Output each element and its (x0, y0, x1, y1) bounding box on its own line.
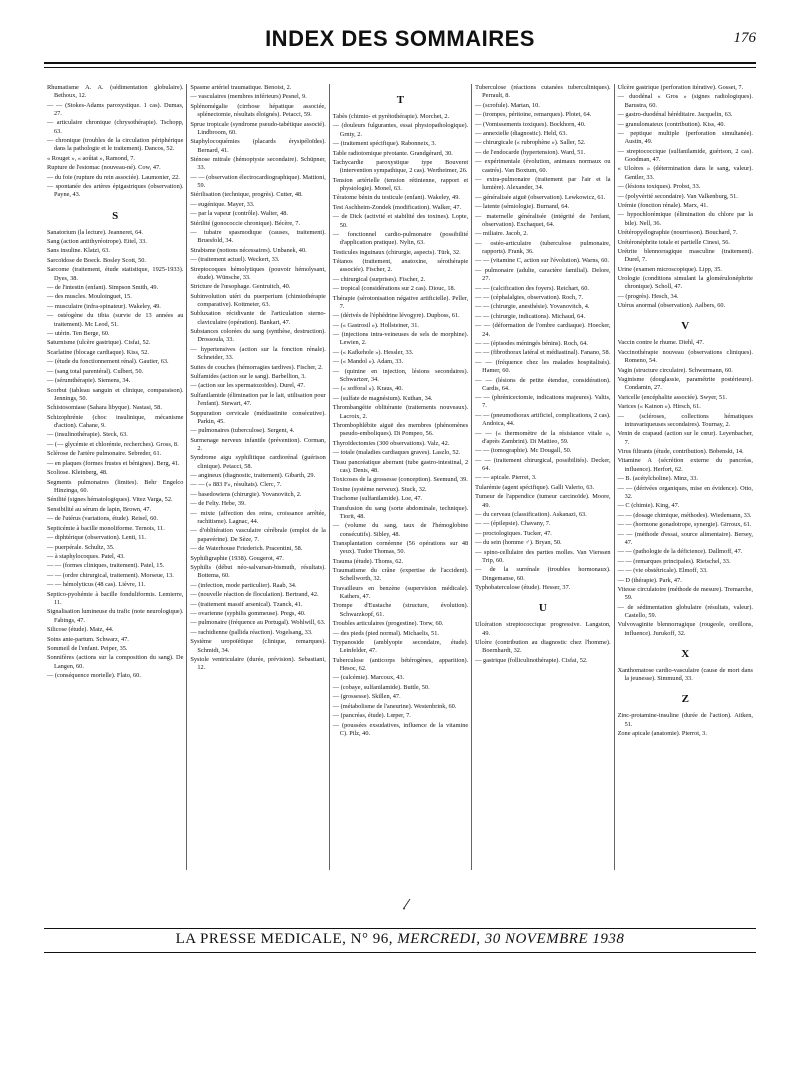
index-entry: Tératome bénin du testicule (enfant). Wakeley, 49. (332, 194, 460, 202)
index-entry: Subinvolution utéri du puerperium (chimiothérapie comparative). Kottmeier, 63. (190, 292, 326, 308)
page-number: 176 (733, 30, 756, 46)
index-entry: — de Waterhouse Friederich. Pracentini, 58. (190, 545, 303, 553)
index-entry: Tuberculose (anticorps hétérogènes, apparition). Hesoc, 62. (332, 656, 469, 672)
index-entry: — — hémolyticus (48 cas). Lièvre, 11. (47, 581, 146, 589)
index-entry: — ostéogène du tibia (survie de 13 années au traitement). Mc Leod, 51. (47, 312, 184, 328)
index-entry: Scorbut (tableau sanguin et clinique, comparaison). Jennings, 50. (47, 386, 184, 402)
issue-number: N° 96, (350, 931, 393, 947)
page-footer (44, 931, 756, 948)
index-entry: — — (« 883 F», résultats). Clerc, 7. (190, 481, 282, 489)
index-entry: — (sang total parentéral). Culbert, 50. (47, 367, 144, 375)
index-entry: — (sulfate de magnésium). Kuthan, 34. (332, 394, 433, 402)
index-entry: — (« Kafkehole »). Hessler, 33. (332, 348, 414, 356)
index-entry: Vaccinothérapie nouveau (observations cliniques). Romeno, 54. (617, 348, 753, 365)
index-entry: — de la surrénale (troubles hormonaux). Dingemanse, 60. (475, 566, 611, 582)
index-entry: — chirurgicale (« rubrophène »). Saller, 52. (475, 139, 586, 147)
index-entry: — (métabolisme de l'aneurine). Westenbrink, 60. (332, 702, 457, 710)
index-entry: Système uropoïétique (clinique, remarques). Schmidt, 34. (190, 638, 326, 654)
index-entry: Surmenage nerveux infantile (prévention). Corman, 2. (190, 436, 326, 452)
index-entry: — (polyvérité secondaire). Van Valkenburg, 51. (617, 192, 738, 200)
index-entry: — C (chimie). King, 47. (617, 502, 680, 510)
index-entry: — (traitement massif arsenical). Tzanck, 41. (190, 600, 303, 608)
index-entry: — ostéo-articulaire (tuberculose pulmonaire, rapports). Frank, 36. (475, 239, 611, 255)
index-entry: — rachidienne (pallida réaction). Vogelsang, 33. (190, 628, 313, 636)
index-entry: Sommeil de l'enfant. Peiper, 35. (47, 644, 128, 652)
index-entry: — ovarienne (syphilis gommeuse). Pregs, 40. (190, 610, 306, 617)
index-entry: Ulcère gastrique (perforation itérative). Gosset, 7. (617, 84, 744, 91)
index-entry: — de sédimentation globulaire (résultats, valeur). Castello, 59. (617, 603, 753, 619)
index-entry: — — (pneumothorax artificiel, complications, 2 cas). Andoica, 44. (475, 411, 611, 428)
index-entry: Tachycardie paroxystique type Bouveret (intervention sympathique, 2 cas). Wertheimer, 26. (332, 159, 469, 175)
index-entry: Vulvovaginite blennorragique (rougeole, oreillons, influence). Jurukoff, 32. (617, 621, 753, 637)
index-column (329, 84, 471, 870)
index-entry: — chronique (troubles de la circulation périphérique dans la pathologie et le traitement). Dancos, 52. (47, 137, 184, 153)
index-entry: Sénilité (signes hématologiques). Vitez Varga, 52. (47, 496, 173, 504)
index-entry: — (progrès). Hesch, 34. (617, 292, 679, 300)
section-letter: X (681, 647, 690, 660)
index-entry: « Rouget », « aoûtat », Ramond, 7. (47, 154, 135, 162)
index-entry: Stricture de l'œsophage. Gentruitch, 40. (190, 283, 291, 291)
journal-name: LA PRESSE MEDICALE, (175, 931, 347, 947)
index-entry: Test Aschheim-Zondek (modification). Walker, 47. (332, 203, 462, 211)
index-entry: — d'oblitération vasculaire cérébrale (emploi de la papavérine). De Sèze, 7. (190, 527, 326, 543)
index-entry: — (sérumthérapie). Siemens, 34. (47, 377, 131, 385)
index-entry: — — (fréquence chez les malades hospitalisés). Hamer, 60. (475, 358, 611, 375)
index-entry: Sans insuline. Klatzi, 63. (47, 247, 110, 255)
index-entry: — (« Mandol »). Adam, 33. (332, 358, 404, 366)
index-entry: — (quinine en injection, lésions secondaires). Schwartzer, 34. (332, 367, 469, 383)
index-entry: — — (fibrothorax latéral et médiastinal). Fanano, 58. (475, 349, 611, 357)
index-entry: Toxicoses de la grossesse (conception). Seemund, 39. (332, 476, 468, 484)
index-entry: Suites de couches (hémorragies tardives). Fischer, 2. (190, 363, 323, 371)
index-entry: — (scrofule). Martan, 10. (475, 101, 540, 109)
index-entry: Staphylocoquémies (placards érysipéloïdes). Bernard, 41. (190, 138, 326, 154)
index-entry: Scarlatine (blocage cardiaque). Kiss, 52. (47, 348, 149, 356)
index-entry: Transplantation cornéenne (56 opérations sur 48 yeux). Tudor Thomas, 50. (332, 539, 469, 556)
index-entry: Vitesse circulatoire (méthode de mesure). Tremarche, 59. (617, 585, 753, 602)
index-entry: Venin de crapaud (action sur le cœur). Leyenbacher, 7. (617, 430, 753, 446)
index-entry: — — (dosage chimique, méthodes). Wiedemann, 33. (617, 511, 752, 519)
index-entry: Soins ante-partum. Schwarz, 47. (47, 635, 129, 643)
index-entry: Travailleurs en benzène (supervision médicale). Kathers, 47. (332, 584, 469, 600)
index-entry: Thrombangéite oblitérante (traitements nouveaux). Lacroix, 2. (332, 404, 469, 420)
index-entry: — — (épisodes méningés bénins). Roch, 64. (475, 339, 588, 347)
index-entry: — spino-cellulaire des parties molles. Van Vierssen Trip, 60. (475, 548, 611, 564)
index-entry: — — (tomographie). Mc Dougall, 50. (475, 447, 572, 455)
index-entry: Sclérose de l'artère pulmonaire. Sebreder, 61. (47, 450, 162, 458)
section-letter: V (681, 320, 690, 333)
index-entry: Sang (action antithyréotrope). Eitel, 33. (47, 238, 147, 245)
index-entry: Suppuration cervicale (médiastinite consécutive). Parkin, 45. (190, 409, 326, 425)
footer-rule-bottom (44, 952, 756, 953)
index-entry: — (calcémie). Marcoux, 43. (332, 674, 405, 682)
index-entry: — (trompes, péritoine, remarques). Plotet, 64. (475, 111, 592, 119)
index-entry: — — (épilepsie). Chavany, 7. (475, 520, 551, 528)
index-entry: Typhobaterculose (étude). Hesser, 37. (475, 584, 571, 592)
index-entry: Rhumatisme A. A. (sédimentation globulaire). Bethoux, 12. (47, 84, 184, 100)
index-entry: — gastrique (folliculinothérapie). Cisfai, 52. (475, 656, 588, 664)
index-entry: — (« Gastrosil »). Hollsteiner, 31. (332, 321, 419, 329)
index-entry: — — (chirurgie, indications). Michaud, 64. (475, 312, 586, 320)
index-entry: Syphiligraphie (1938). Gougerot, 47. (190, 554, 284, 562)
index-entry: — des muscles. Mouloinguet, 15. (47, 293, 132, 301)
index-entry: — en plaques (formes frustes et bénignes). Berg, 41. (47, 459, 180, 467)
index-entry: Zone apicale (anatomie). Pierrot, 3. (617, 730, 707, 737)
index-entry: Tuberculose (réactions cutanées tuberculiniques). Perrault, 8. (475, 84, 611, 100)
index-entry: — (grossesse). Skillen, 47. (332, 693, 401, 701)
index-column (44, 84, 186, 870)
index-entry: — de l'intestin (enfant). Simpson Smith, 49. (47, 284, 159, 291)
index-entry: Ulcère (contribution au diagnostic chez l'homme). Boernhardt, 32. (475, 639, 611, 655)
footer-rule-top (44, 928, 756, 929)
index-columns (44, 84, 756, 870)
index-entry: Urétéropyélographie (nourrisson). Bouchard, 7. (617, 229, 738, 237)
index-entry: Tularémie (agent spécifique). Galli Valerio, 63. (475, 483, 595, 491)
index-entry: Utérus anormal (observation). Aalbers, 60. (617, 302, 726, 310)
index-entry: — (pancréas, étude). Lœper, 7. (332, 712, 411, 720)
index-entry: — — (formes cliniques, traitement). Patel, 15. (47, 562, 165, 570)
index-entry: — (infection, mode particulier). Raab, 34. (190, 581, 297, 589)
index-entry: — de Dick (activité et stabilité des toxines). Lopte, 50. (332, 213, 469, 229)
index-entry: — hypertensives (action sur la fonction rénale). Schneider, 33. (190, 345, 326, 362)
index-entry: — — (pathologie de la déficience). Dallmoff, 47. (617, 548, 743, 556)
section-letter: U (538, 602, 547, 615)
index-entry: — par la vapeur (contrôle). Walter, 48. (190, 210, 288, 218)
index-entry: Varicelle (encéphalite associée). Swyer, 51. (617, 393, 727, 401)
index-entry: Urine (examen microscopique). Lipp, 35. (617, 265, 722, 273)
index-entry: — B. (acétylcholine). Minz, 33. (617, 475, 699, 483)
index-entry: — diphtérique (observation). Lenti, 11. (47, 534, 146, 542)
index-entry: Sarcoïdose de Boeck. Bosley Scott, 50. (47, 256, 146, 264)
index-entry: — expérimentale (évolution, animaux normaux ou castrés). Van Boxtum, 60. (475, 158, 611, 174)
index-entry: Transfusion du sang (sorte abdominale, technique). Tiorit, 48. (332, 504, 469, 520)
index-entry: Tissu pancréatique aberrant (tube gastro-intestinal, 2 cas). Denis, 48. (332, 458, 469, 474)
index-entry: — — (« thermomètre de la résistance vitale », d'après Zambrini). Di Mattieo, 59. (475, 429, 611, 445)
index-entry: Vitamine A (sécrétion externe du pancréas, influence). Herfort, 62. (617, 457, 753, 473)
index-entry: — puerpérale. Schultz, 35. (47, 543, 115, 551)
index-entry: — (traitement actuel). Weckert, 33. (190, 256, 280, 264)
index-entry: — — (déformation de l'ombre cardiaque). Hoecker, 24. (475, 322, 611, 338)
index-entry: Thyroïdectomies (300 observations). Valz, 42. (332, 439, 450, 447)
index-entry: Trachome (sulfanilamide). Loe, 47. (332, 495, 423, 503)
index-entry: — — (ordre chirurgical, traitement). Morseue, 13. (47, 571, 174, 579)
index-entry: — eugénique. Mayer, 33. (190, 200, 255, 208)
index-entry: Table radiotomique pivotante. Grandgérard, 30. (332, 149, 453, 157)
index-entry: — spontanée des artères épigastriques (observation). Payne, 43. (47, 183, 184, 199)
index-entry: — duodénal « Gros » (signes radiologiques). Barustra, 60. (617, 93, 753, 109)
index-entry: Urétrite blennorragique masculine (traitement). Durel, 7. (617, 247, 753, 264)
index-entry: — gastro-duodénal héréditaire. Jacquelin, 63. (617, 111, 733, 119)
index-entry: — généralisée aiguë (observation). Lewkowicz, 61. (475, 193, 606, 201)
index-entry: Sténose mitrale (hémoptysie secondaire). Schüpner, 33. (190, 155, 326, 172)
index-entry: Septicémie à bacille monoliforme. Ternois, 11. (47, 524, 165, 532)
index-entry: — tropical (considérations sur 2 cas). Diouc, 18. (332, 285, 456, 293)
section-letter: S (112, 209, 119, 222)
index-entry: — (Vomissements toxiques). Bockhorn, 40. (475, 120, 586, 128)
index-entry: — granulomateux (contribution). Kiss, 40. (617, 120, 726, 128)
index-entry: — tubaire spasmodique (causes, traitement). Bruesfold, 34. (190, 229, 326, 245)
index-entry: Streptocoques hémolytiques (pouvoir hémolysant, étude). Wünsche, 33. (190, 265, 326, 281)
index-entry: — hypochlorémique (élimination du chlore par la bile). Nell, 36. (617, 211, 753, 227)
index-entry: Sanatorium (la lecture). Jeanneret, 64. (47, 228, 143, 236)
index-entry: Ulcération streptococcique progressive. Langston, 49. (475, 621, 611, 637)
index-entry: — (insulinothérapie). Steck, 63. (47, 431, 128, 439)
index-entry: — — (observation électrocardiographique). Mattioni, 59. (190, 173, 326, 189)
index-entry: — — (traitement chirurgical, possibilités). Decker, 64. (475, 456, 611, 472)
index-entry: — (volume du sang, taux de l'hémoglobine consécutifs). Sibley, 48. (332, 522, 469, 538)
index-title: INDEX DES SOMMAIRES (265, 26, 535, 51)
index-entry: Stérilisation (technique, progrès). Cutter, 48. (190, 191, 303, 199)
index-entry: — pulmonaire (adulte, caractère familial). Delore, 27. (475, 266, 611, 283)
index-entry: Signalisation lumineuse du trafic (note neurologique). Fabings, 47. (47, 608, 184, 624)
index-entry: — mixte (affection des reins, croissance arrêtée, rachitisme). Lagnac, 44. (190, 509, 326, 525)
index-entry: — de l'utérus (variations, étude). Reisel, 60. (47, 515, 158, 523)
index-entry: Toxine (système nerveux). Stuck, 32. (332, 485, 427, 493)
section-letter: Z (681, 693, 689, 706)
index-entry: — (traitement spécifique). Rabonneix, 3. (332, 140, 437, 148)
index-entry: — extra-pulmonaire (traitement par l'air et la lumière). Alexander, 34. (475, 176, 611, 192)
index-entry: Testicules inguinaux (chirurgie, aspects). Türk, 32. (332, 248, 461, 256)
index-entry: Sonnifères (actions sur la composition du sang). De Langen, 60. (47, 654, 184, 670)
index-entry: Systole ventriculaire (durée, prévision). Sebastiani, 12. (190, 656, 326, 672)
index-entry: Strabisme (notions nécessaires). Unbanek, 40. (190, 246, 307, 254)
index-entry: Vaginisme (douglassie, paramétrite postérieure). Condamin, 27. (617, 376, 753, 392)
index-entry: — streptococcique (sulfanilamide, guérison, 2 cas). Goodman, 47. (617, 147, 753, 163)
index-entry: — — (méthode d'essai, source alimentaire). Bersey, 47. (617, 530, 753, 546)
index-entry: — — (chirurgie, anesthésie). Yovanovitch, 4. (475, 303, 590, 311)
index-entry: Urétéronéphrite totale et partielle Cinesi, 56. (617, 238, 730, 246)
index-entry: — — (dérivées organiques, mise en évidence). Otto, 32. (617, 484, 753, 500)
index-entry: Syndrome aigu syphilitique cardiorénal (guérison clinique). Petacci, 58. (190, 454, 326, 470)
index-entry: — miliaire. Jacob, 2. (475, 230, 528, 238)
index-entry: — du sein (homme ♂). Bryan, 50. (475, 539, 562, 547)
index-entry: — — apicale. Pierret, 3. (475, 474, 537, 482)
index-entry: Trompe d'Eustache (structure, évolution). Schwarzkopf, 61. (332, 602, 469, 618)
pen-mark-icon (402, 898, 412, 910)
index-entry: — D (thérapie). Park, 47. (617, 576, 682, 584)
index-entry: Urémie (fonction rénale). Marx, 41. (617, 201, 708, 209)
index-entry: — maternelle généralisée (intégrité de l'enfant, observation). Exchaquet, 64. (475, 212, 611, 228)
index-entry: — pulmonaire (fréquence au Portugal). Wohlwill, 63. (190, 619, 326, 627)
index-entry: — (lésions toxiques). Probst, 33. (617, 183, 701, 191)
index-entry: Syphilis (début néo-salvarsan-bismuth, résultats). Bottema, 60. (190, 564, 326, 580)
index-entry: Urologie (conditions simulant la glomérulonéphrite chronique). Scholl, 47. (617, 275, 753, 291)
index-entry: — du foie (rupture du rein associée). Laumonier, 22. (47, 173, 180, 181)
index-entry: — (dérivés de l'éphédrine lévogyre). Dupboss, 61. (332, 312, 460, 320)
index-entry: — fonctionnel cardio-pulmonaire (possibilité d'application pratique). Nylin, 63. (332, 230, 469, 247)
index-entry: — de l'endocarde (hypertension). Ward, 51. (475, 148, 586, 156)
index-entry: Tétanos (traitement, anatoxine, sérothérapie associée). Fischer, 2. (332, 258, 469, 274)
index-entry: — (action sur les spermatozoïdes). Durel, 47. (190, 382, 305, 390)
index-entry: Tension artérielle (tension rétinienne, rapport et physiologie). Monel, 63. (332, 176, 469, 192)
index-column (471, 84, 613, 870)
index-entry: Sulfanilamide (élimination par le lait, utilisation pour l'enfant). Stewart, 47. (190, 391, 326, 408)
index-entry: — vasculaires (membres inférieurs) Pesnel, 9. (190, 93, 307, 101)
index-entry: Tabès (chimio- et pyrétothérapie). Morchet, 2. (332, 113, 450, 120)
index-entry: — articulaire chronique (chrysothérapie). Tschopp, 63. (47, 119, 184, 135)
header-rule (44, 67, 756, 68)
index-entry: Spasme artériel traumatique. Benoist, 2. (190, 84, 292, 91)
index-entry: — — (calcification des foyers). Reichart, 60. (475, 284, 589, 292)
index-entry: Stérilité (gonococcie chronique). Bécère, 7. (190, 219, 301, 227)
index-entry: — à staphylocoques. Patel, 43. (47, 552, 125, 560)
index-entry: — chirurgical (surprises). Fischer, 2. (332, 275, 426, 283)
index-entry: Substances colorées du sang (synthèse, destruction). Drossoula, 33. (190, 328, 326, 344)
index-entry: Sulfamides (action sur le sang). Barbellion, 3. (190, 372, 306, 380)
index-entry: Thérapie (sérotonisation négative artificielle). Peller, 7. (332, 294, 469, 310)
index-entry: — de Felty. Hebe, 39. (190, 500, 246, 508)
index-entry: — des pieds (pied normal). Michaelis, 51. (332, 629, 439, 637)
index-entry: Troubles articulaires (progestine). Torw, 60. (332, 620, 444, 628)
index-entry: Saturnisme (ulcère gastrique). Cisfai, 52. (47, 339, 151, 347)
index-entry: — proctologiques. Tucker, 47. (475, 529, 552, 537)
index-entry: — du cerveau (classification). Askanazi, 63. (475, 510, 587, 518)
index-entry: — musculaire (infra-spinateur). Wakeley, 49. (47, 302, 161, 310)
index-entry: — — (hormone gonadotrope, synergie). Girroux, 61. (617, 521, 752, 529)
index-entry: Splénomégalie (cirrhose hépatique associée, splénectomie, résultats éloignés). Petacci, 59. (190, 102, 326, 119)
index-entry: Vagin (structure circulaire). Schwurmann, 60. (617, 366, 733, 374)
index-entry: — — (phrénicectomie, indications majeures). Valtis, 7. (475, 394, 611, 410)
index-entry: — annexielle (diagnostic). Held, 63. (475, 130, 567, 137)
index-entry: Tumeur de l'appendice (tumeur carcinoïde). Moore, 49. (475, 493, 611, 509)
index-entry: Varices (« Kainon »). Hirsch, 61. (617, 403, 701, 411)
index-entry: — basedowiens (chirurgie). Yovanovitch, 2. (190, 490, 302, 498)
index-entry: Xanthomatose cardio-vasculaire (cause de mort dans la jeunesse). Simmund, 33. (617, 666, 753, 683)
index-entry: — — (lésions de petite étendue, considération). Cardis, 64. (475, 376, 611, 392)
index-column (186, 84, 328, 870)
index-entry: Segments pulmonaires (limites). Behr Engelco Hinzinga, 60. (47, 478, 184, 494)
index-entry: — — (vie obstétricale). Elmoff, 33. (617, 567, 708, 575)
index-entry: Septico-pyohémie à bacille fonduliformis. Lemierre, 11. (47, 590, 184, 606)
index-entry: Sarcome (traitement, étude statistique, 1925-1933). Dyes, 38. (47, 266, 184, 282)
index-entry: — totale (maladies cardiaques graves). Laszlo, 52. (332, 449, 461, 457)
index-entry: Traumatisme du crâne (expertise de l'accident). Schellworth, 32. (332, 567, 469, 583)
index-column (614, 84, 756, 870)
index-entry: — — (céphalalgies, observation). Roch, 7. (475, 293, 584, 301)
index-entry: — (douleurs fulgurantes, essai physiopathologique). Grnty, 2. (332, 122, 469, 138)
index-entry: — (étude du fonctionnement rénal). Gautier, 63. (47, 358, 169, 366)
page-header (44, 22, 756, 64)
index-entry: — — (vitamine C, action sur l'évolution). Warns, 60. (475, 257, 609, 265)
index-entry: — (cobaye, sulfanilamide). Buttle, 50. (332, 683, 430, 691)
index-entry: Thrombophlébite aiguë des membres (phénomènes pseudo-emboliques). Di Pompeo, 56. (332, 422, 469, 438)
index-entry: — peptique multiple (perforation simultanée). Austin, 49. (617, 130, 753, 146)
index-entry: — — (Stokes-Adams paroxystique. 1 cas). Dumas, 27. (47, 101, 184, 117)
index-entry: Schistosomiase (Sahara libyque). Nastasi, 58. (47, 404, 162, 412)
index-entry: Scoliose. Kleinberg, 48. (47, 469, 108, 477)
index-entry: Sprue tropicale (syndrome pseudo-tabétique associé). Lindbroom, 60. (190, 120, 326, 136)
index-entry: « Ulcères » (détermination dans le sang, valeur). Gentler, 33. (617, 165, 753, 181)
index-entry: — (— glycémie et chlorémie, recherches). Gross, 8. (47, 440, 179, 448)
index-entry: — angineux (diagnostic, traitement). Gibarth, 29. (190, 472, 316, 479)
index-entry: — pulmonaires (tuberculose). Sergent, 4. (190, 427, 295, 435)
index-entry: Zinc-protamine-insuline (durée de l'action). Aitken, 51. (617, 712, 753, 728)
index-entry: — (injections intra-veineuses de sels de morphine). Lewien, 2. (332, 331, 469, 347)
index-entry: — — (remarques principales). Rietschel, 33. (617, 557, 731, 565)
index-entry: Silicose (étude). Matz, 44. (47, 626, 114, 634)
index-entry: Trauma (étude). Thoms, 62. (332, 557, 404, 565)
index-entry: Vaccin contre le rhume. Diehl, 47. (617, 339, 704, 347)
section-letter: T (396, 94, 405, 106)
index-entry: Trypanoside (amblyopie secondaire, étude). Leinfelder, 47. (332, 639, 469, 655)
index-entry: Subluxation récidivante de l'articulation sterno-claviculaire (opération). Bankart, 47. (190, 310, 326, 326)
index-entry: Virus filtrants (étude, contribution). Bobenskt, 14. (617, 447, 744, 455)
index-entry: — (poussées exsudatives, influence de la vitamine C). Pilz, 40. (332, 721, 469, 737)
index-entry: Rupture de l'estomac (nouveau-né). Cow, 47. (47, 164, 161, 172)
index-entry: — utérin. Ten Berge, 60. (47, 330, 110, 337)
issue-date: MERCREDI, 30 NOVEMBRE 1938 (397, 931, 625, 947)
index-entry: — (nouvelle réaction de floculation). Bertrand, 42. (190, 591, 319, 599)
index-entry: Schizophrénie (choc insulinique, mécanisme d'action). Cahane, 9. (47, 413, 184, 429)
index-entry: — (« sofforal »). Kraus, 40. (332, 385, 403, 393)
index-entry: — (conséquence mortelle). Flato, 60. (47, 672, 141, 680)
index-entry: — latente (sémiologie). Burnand, 64. (475, 203, 570, 211)
index-entry: Sensibilité au sérum de lapin, Brown, 47. (47, 505, 152, 513)
index-entry: — (scléroses, collections hématiques intravariqueuses secondaires). Tournay, 2. (617, 412, 753, 428)
